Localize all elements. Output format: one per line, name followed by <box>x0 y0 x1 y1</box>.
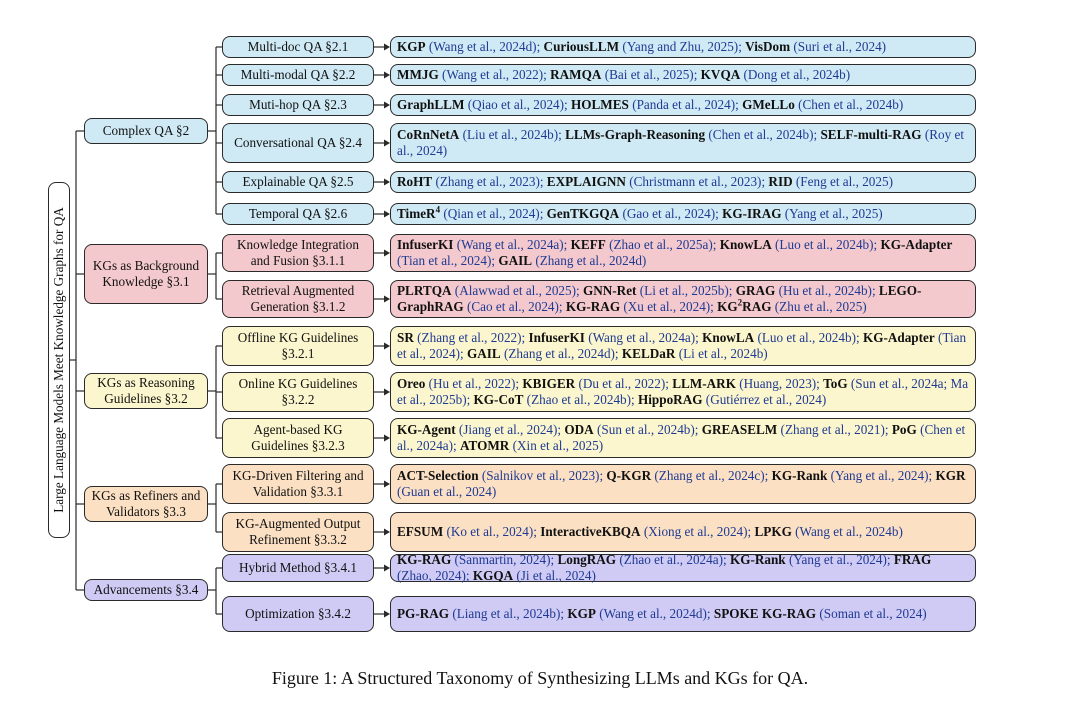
method-list <box>390 234 976 272</box>
method-name: InfuserKI <box>528 330 585 345</box>
method-name-suffix: RAG <box>742 299 772 314</box>
method-name: EFSUM <box>397 524 444 539</box>
subcategory-label: Temporal QA §2.6 <box>248 206 348 221</box>
method-name: KGP <box>397 39 426 54</box>
method-name: Oreo <box>397 376 426 391</box>
citation: (Hu et al., 2022); <box>425 376 523 391</box>
category-label: KGs as Background Knowledge §3.1 <box>92 258 200 289</box>
citation: (Chen et al., 2024b); <box>705 127 821 142</box>
subcategory-label: KG-Driven Filtering and Validation §3.3.1 <box>232 468 364 499</box>
method-list <box>390 171 976 193</box>
method-name: FRAG <box>893 552 932 567</box>
method-superscript: 4 <box>435 204 441 215</box>
citation: (Chen et al., 2024a); <box>397 422 966 453</box>
citation: (Wang et al., 2024a); <box>453 237 571 252</box>
method-list-text <box>397 67 850 83</box>
citation: (Zhang et al., 2024d) <box>532 253 647 268</box>
subcategory-node <box>222 326 374 366</box>
method-name: HippoRAG <box>638 392 703 407</box>
citation: (Dong et al., 2024b) <box>740 67 851 82</box>
citation: (Guan et al., 2024) <box>397 484 497 499</box>
subcategory-label: Muti-hop QA §2.3 <box>249 97 347 112</box>
citation: (Liang et al., 2024b); <box>449 606 568 621</box>
method-name: LPKG <box>754 524 792 539</box>
method-list <box>390 280 976 318</box>
method-list <box>390 326 976 366</box>
method-list-text <box>397 468 969 500</box>
method-list-text <box>397 330 969 362</box>
citation: (Panda et al., 2024); <box>628 97 743 112</box>
method-name: InfuserKI <box>397 237 454 252</box>
citation: (Zhang et al., 2023); <box>432 174 547 189</box>
citation: (Xin et al., 2025) <box>509 438 604 453</box>
citation: (Chen et al., 2024b) <box>794 97 904 112</box>
citation: (Yang et al., 2024); <box>827 468 936 483</box>
subcategory-node <box>222 418 374 458</box>
subcategory-node <box>222 372 374 412</box>
citation: (Bai et al., 2025); <box>601 67 701 82</box>
subcategory-node <box>222 554 374 582</box>
subcategory-node <box>222 512 374 552</box>
method-list <box>390 596 976 632</box>
method-name: KG-Adapter <box>862 330 935 345</box>
method-name: LEGO-GraphRAG <box>397 283 922 314</box>
citation: (Wang et al., 2024d); <box>425 39 544 54</box>
method-name: GRAG <box>735 283 776 298</box>
method-name: KG-IRAG <box>722 206 782 221</box>
citation: (Huang, 2023); <box>735 376 824 391</box>
method-list <box>390 512 976 552</box>
citation: (Alawwad et al., 2025); <box>451 283 583 298</box>
subcategory-node <box>222 94 374 116</box>
method-name: PLRTQA <box>397 283 452 298</box>
citation: (Gutiérrez et al., 2024) <box>702 392 827 407</box>
method-name: KG <box>717 299 738 314</box>
citation: (Zhao et al., 2024a); <box>616 552 730 567</box>
citation: (Xu et al., 2024); <box>620 299 718 314</box>
citation: (Zhang et al., 2024c); <box>651 468 772 483</box>
method-list <box>390 36 976 58</box>
method-name: MMJG <box>397 67 439 82</box>
method-name: GMeLLo <box>742 97 795 112</box>
subcategory-label: Multi-doc QA §2.1 <box>247 39 349 54</box>
method-name: KnowLA <box>719 237 772 252</box>
citation: (Zhu et al., 2025) <box>771 299 867 314</box>
citation: (Wang et al., 2024d); <box>595 606 714 621</box>
method-name: GNN-Ret <box>582 283 637 298</box>
method-name: Q-KGR <box>606 468 652 483</box>
citation: (Soman et al., 2024) <box>816 606 927 621</box>
citation: (Wang et al., 2024a); <box>584 330 703 345</box>
citation: (Liu et al., 2024b); <box>459 127 566 142</box>
method-name: KBIGER <box>522 376 576 391</box>
method-list-text <box>397 606 927 622</box>
method-name: GraphLLM <box>397 97 465 112</box>
citation: (Wang et al., 2024b) <box>791 524 903 539</box>
method-name: GAIL <box>466 346 501 361</box>
citation: (Zhao et al., 2025a); <box>605 237 720 252</box>
method-name: SPOKE KG-RAG <box>713 606 817 621</box>
subcategory-label: Knowledge Integration and Fusion §3.1.1 <box>237 237 359 268</box>
method-list <box>390 554 976 582</box>
citation: (Xiong et al., 2024); <box>640 524 755 539</box>
citation: (Gao et al., 2024); <box>619 206 723 221</box>
citation: (Qian et al., 2024); <box>440 206 547 221</box>
method-name: ATOMR <box>460 438 510 453</box>
citation: (Tian et al., 2024); <box>397 253 499 268</box>
method-name: KG-RAG <box>397 552 452 567</box>
citation: (Ko et al., 2024); <box>443 524 541 539</box>
method-name: RoHT <box>397 174 433 189</box>
method-name: KG-Adapter <box>880 237 953 252</box>
subcategory-label: Conversational QA §2.4 <box>234 135 362 150</box>
subcategory-node <box>222 123 374 163</box>
subcategory-label: Optimization §3.4.2 <box>245 606 351 621</box>
citation: (Salnikov et al., 2023); <box>478 468 607 483</box>
method-name: ToG <box>823 376 848 391</box>
method-list-text <box>397 237 969 269</box>
citation: (Luo et al., 2024b); <box>771 237 881 252</box>
method-list-text <box>397 283 969 315</box>
method-list-text <box>397 39 886 55</box>
method-list <box>390 203 976 225</box>
method-name: KG-Rank <box>729 552 786 567</box>
method-name: KEFF <box>570 237 606 252</box>
method-list <box>390 418 976 458</box>
method-name: KVQA <box>700 67 741 82</box>
citation: (Ji et al., 2024) <box>513 568 596 583</box>
citation: (Sun et al., 2024b); <box>593 422 702 437</box>
subcategory-node <box>222 203 374 225</box>
method-name: KnowLA <box>702 330 755 345</box>
method-name: KG-CoT <box>473 392 524 407</box>
citation: (Yang et al., 2025) <box>781 206 883 221</box>
method-list-text <box>397 524 903 540</box>
method-name: PoG <box>891 422 917 437</box>
method-name: SR <box>397 330 414 345</box>
subcategory-label: Retrieval Augmented Generation §3.1.2 <box>241 283 355 314</box>
citation: (Wang et al., 2022); <box>438 67 551 82</box>
citation: (Zhang et al., 2022); <box>413 330 529 345</box>
method-name: KGQA <box>472 568 514 583</box>
subcategory-label: KG-Augmented Output Refinement §3.3.2 <box>235 516 361 547</box>
method-name: PG-RAG <box>397 606 450 621</box>
method-name: KGR <box>935 468 966 483</box>
method-name: EXPLAIGNN <box>546 174 626 189</box>
method-name: GenTKGQA <box>546 206 620 221</box>
subcategory-node <box>222 36 374 58</box>
citation: (Zhao et al., 2024b); <box>523 392 638 407</box>
method-name: ODA <box>564 422 594 437</box>
method-list-text <box>397 174 893 190</box>
subcategory-label: Online KG Guidelines §3.2.2 <box>238 376 358 407</box>
root-label: Large Language Models Meet Knowledge Graphs for QA <box>51 207 66 513</box>
category-label: Advancements §3.4 <box>93 582 199 597</box>
subcategory-label: Offline KG Guidelines §3.2.1 <box>237 330 359 361</box>
citation: (Roy et al., 2024) <box>397 127 965 158</box>
category-label: KGs as Refiners and Validators §3.3 <box>91 488 201 519</box>
method-name: LongRAG <box>557 552 617 567</box>
figure-caption: Figure 1: A Structured Taxonomy of Synthesizing LLMs and KGs for QA. <box>271 668 809 688</box>
method-list <box>390 64 976 86</box>
method-name: KG-RAG <box>565 299 621 314</box>
method-list-text <box>397 97 903 113</box>
citation: (Zhao, 2024); <box>397 568 473 583</box>
method-name: GREASELM <box>701 422 778 437</box>
method-name: SELF-multi-RAG <box>820 127 922 142</box>
subcategory-label: Hybrid Method §3.4.1 <box>239 560 357 575</box>
citation: (Jiang et al., 2024); <box>455 422 565 437</box>
method-name: InteractiveKBQA <box>540 524 641 539</box>
method-list-text <box>397 127 969 159</box>
citation: (Du et al., 2022); <box>575 376 673 391</box>
subcategory-label: Multi-modal QA §2.2 <box>240 67 356 82</box>
citation: (Sanmartin, 2024); <box>451 552 558 567</box>
method-list <box>390 123 976 163</box>
method-name: VisDom <box>745 39 791 54</box>
subcategory-label: Agent-based KG Guidelines §3.2.3 <box>251 422 345 453</box>
method-name: KG-Rank <box>771 468 828 483</box>
subcategory-node <box>222 280 374 318</box>
method-list-text <box>397 552 969 584</box>
citation: (Feng et al., 2025) <box>792 174 893 189</box>
method-name: TimeR <box>397 206 436 221</box>
method-name: RAMQA <box>550 67 602 82</box>
subcategory-node <box>222 171 374 193</box>
citation: (Yang and Zhu, 2025); <box>619 39 746 54</box>
method-name: LLM-ARK <box>672 376 736 391</box>
method-name: ACT-Selection <box>397 468 479 483</box>
method-name: CoRnNetA <box>397 127 460 142</box>
method-name: HOLMES <box>571 97 629 112</box>
citation: (Christmann et al., 2023); <box>625 174 769 189</box>
category-node <box>84 118 208 144</box>
category-label: KGs as Reasoning Guidelines §3.2 <box>97 375 195 406</box>
citation: (Li et al., 2025b); <box>636 283 736 298</box>
subcategory-label: Explainable QA §2.5 <box>242 174 354 189</box>
method-name: KG-Agent <box>397 422 456 437</box>
method-list-text <box>397 422 969 454</box>
method-list-text <box>397 376 969 408</box>
method-list <box>390 94 976 116</box>
method-name: GAIL <box>498 253 533 268</box>
method-name: LLMs-Graph-Reasoning <box>565 127 706 142</box>
method-name: KELDaR <box>621 346 676 361</box>
citation: (Zhang et al., 2024d); <box>500 346 622 361</box>
category-node <box>84 373 208 409</box>
citation: (Qiao et al., 2024); <box>464 97 571 112</box>
citation: (Li et al., 2024b) <box>675 346 768 361</box>
subcategory-node <box>222 64 374 86</box>
subcategory-node <box>222 234 374 272</box>
subcategory-node <box>222 596 374 632</box>
citation: (Suri et al., 2024) <box>790 39 887 54</box>
method-name: RID <box>768 174 793 189</box>
category-node <box>84 579 208 601</box>
method-list-text <box>397 206 883 222</box>
category-node <box>84 486 208 522</box>
citation: (Hu et al., 2024b); <box>775 283 879 298</box>
citation: (Zhang et al., 2021); <box>777 422 892 437</box>
subcategory-node <box>222 464 374 504</box>
citation: (Sun et al., 2024a; Ma et al., 2025b); <box>397 376 969 407</box>
method-name: KGP <box>567 606 596 621</box>
citation: (Yang et al., 2024); <box>785 552 894 567</box>
category-label: Complex QA §2 <box>102 123 190 138</box>
method-list <box>390 464 976 504</box>
citation: (Cao et al., 2024); <box>463 299 566 314</box>
method-list <box>390 372 976 412</box>
method-name: CuriousLLM <box>543 39 620 54</box>
category-node <box>84 244 208 304</box>
method-superscript: 2 <box>737 297 743 308</box>
citation: (Luo et al., 2024b); <box>754 330 863 345</box>
citation: (Tian et al., 2024); <box>397 330 967 361</box>
